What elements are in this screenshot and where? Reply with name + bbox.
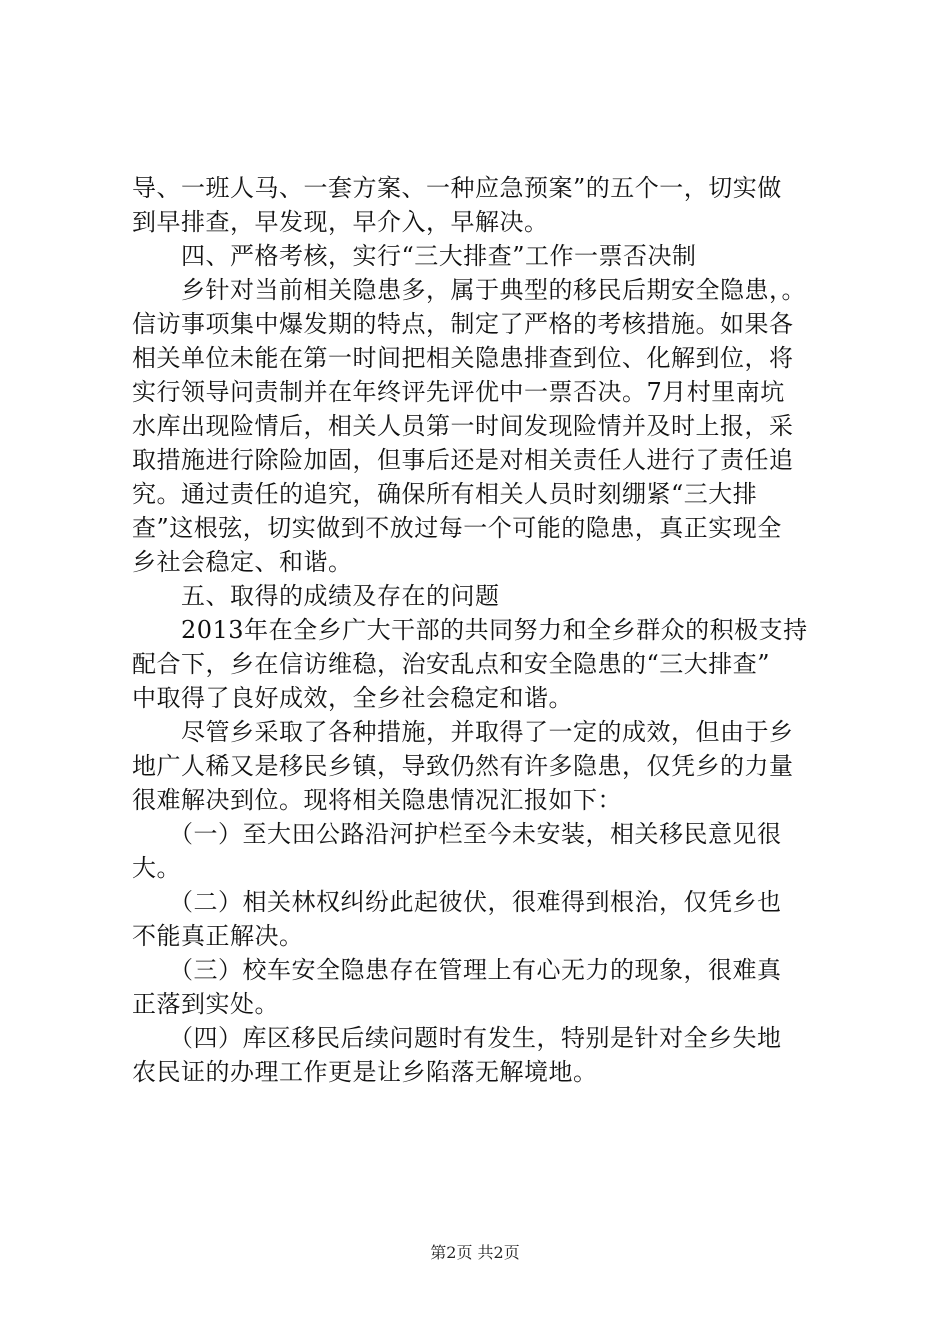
text-line: 究。通过责任的追究，确保所有相关人员时刻绷紧“三大排 — [132, 480, 758, 508]
text-line: 大。 — [132, 854, 181, 882]
text-line: 很难解决到位。现将相关隐患情况汇报如下： — [132, 786, 622, 814]
text-line: 地广人稀又是移民乡镇，导致仍然有许多隐患，仅凭乡的力量 — [132, 752, 794, 780]
text-line: 查”这根弦，切实做到不放过每一个可能的隐患，真正实现全 — [132, 514, 782, 542]
text-line: 农民证的办理工作更是让乡陷落无解境地。 — [132, 1058, 598, 1086]
text-line: 乡社会稳定、和谐。 — [132, 548, 353, 576]
text-line: 不能真正解决。 — [132, 922, 304, 950]
text-line: 中取得了良好成效，全乡社会稳定和谐。 — [132, 684, 573, 712]
text-line: 配合下，乡在信访维稳，治安乱点和安全隐患的“三大排查” — [132, 650, 771, 678]
text-line: 取措施进行除险加固，但事后还是对相关责任人进行了责任追 — [132, 446, 794, 474]
text-line: 信访事项集中爆发期的特点，制定了严格的考核措施。如果各 — [132, 310, 794, 338]
text-line: 相关单位未能在第一时间把相关隐患排查到位、化解到位，将 — [132, 344, 794, 372]
page-number-footer: 第2页 共2页 — [430, 1243, 520, 1262]
list-item: （四）库区移民后续问题时有发生，特别是针对全乡失地 — [132, 1024, 782, 1052]
list-item: （三）校车安全隐患存在管理上有心无力的现象，很难真 — [132, 956, 782, 984]
text-line: 正落到实处。 — [132, 990, 279, 1018]
section-heading: 五、取得的成绩及存在的问题 — [132, 582, 500, 610]
list-item: （一）至大田公路沿河护栏至今未安装，相关移民意见很 — [132, 820, 782, 848]
document-body — [132, 171, 832, 1089]
text-line: 导、一班人马、一套方案、一种应急预案”的五个一，切实做 — [132, 174, 782, 202]
text-line: 尽管乡采取了各种措施，并取得了一定的成效，但由于乡 — [132, 718, 794, 746]
text-line: 乡针对当前相关隐患多，属于典型的移民后期安全隐患，。 — [132, 276, 806, 304]
section-heading: 四、严格考核，实行“三大排查”工作一票否决制 — [132, 242, 697, 270]
list-item: （二）相关林权纠纷此起彼伏，很难得到根治，仅凭乡也 — [132, 888, 782, 916]
text-line: 到早排查，早发现，早介入，早解决。 — [132, 208, 549, 236]
text-line: 2013年在全乡广大干部的共同努力和全乡群众的积极支持 — [132, 616, 808, 644]
text-line: 实行领导问责制并在年终评先评优中一票否决。7月村里南坑 — [132, 378, 785, 406]
text-line: 水库出现险情后，相关人员第一时间发现险情并及时上报，采 — [132, 412, 794, 440]
